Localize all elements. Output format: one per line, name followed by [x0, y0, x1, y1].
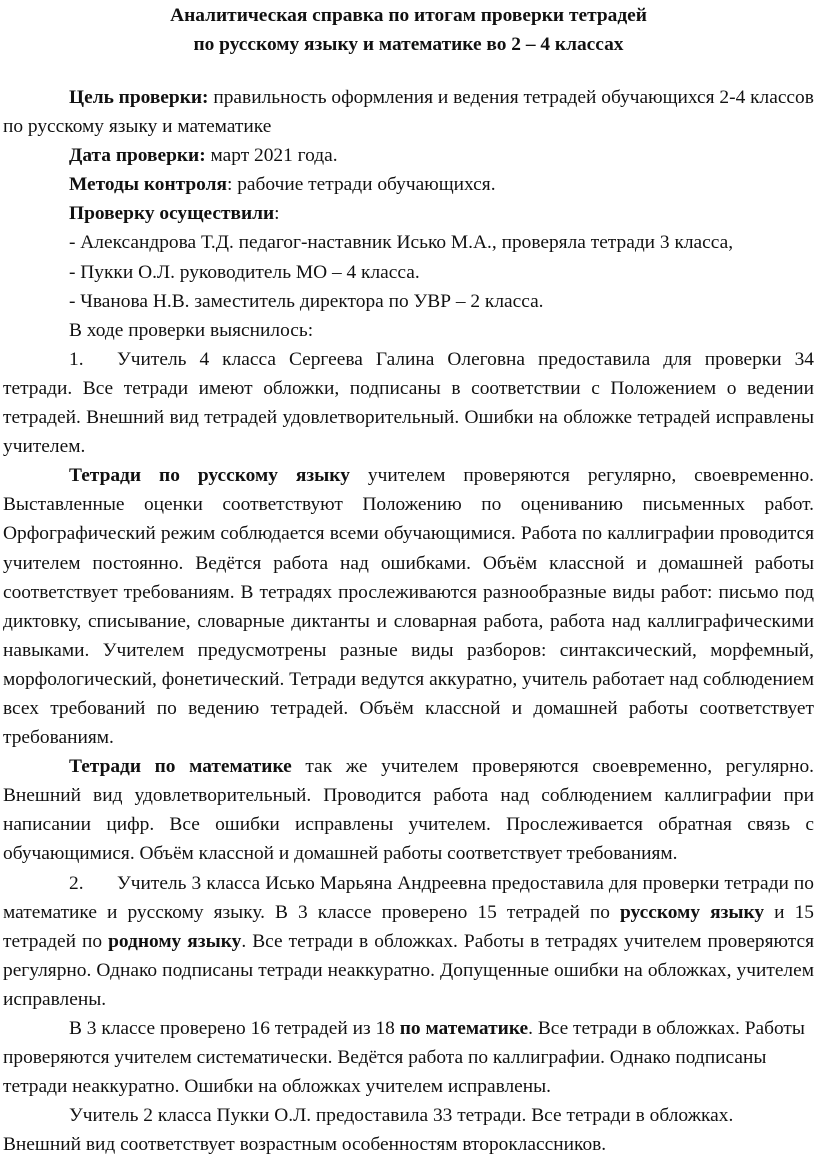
section-2-paragraph: [3, 869, 814, 1014]
checkers-paragraph: [3, 199, 814, 228]
section-1-intro: Учитель 4 класса Сергеева Галина Олеговна предоставила для проверки 34 тетради. Все тетради имеют обложки, подписаны в соответствии с Положением о ведении тетрадей. Внешний вид тетрадей удовлетворительный. Ошибки на обложке тетрадей исправлены учителем.: [3, 348, 814, 458]
section-1-intro-paragraph: [3, 345, 814, 461]
checkers-colon: :: [274, 203, 280, 225]
section-1-number: 1.: [69, 348, 84, 370]
section-2-bold-a: русскому языку: [620, 901, 765, 923]
section-2-number: 2.: [69, 872, 84, 894]
date-paragraph: [3, 141, 814, 170]
goal-paragraph: [3, 83, 814, 141]
math-label: Тетради по математике: [69, 756, 292, 778]
section-2-math-paragraph: [3, 1014, 814, 1101]
section-3-paragraph: Учитель 2 класса Пукки О.Л. предоставила 33 тетради. Все тетради в обложках. Внешний вид соответствует возрастным особенностям второклассников.: [3, 1105, 734, 1156]
title-line-2: по русскому языку и математике во 2 – 4 классах: [193, 34, 624, 55]
section-2-math-b: . Все тетради в обложках. Работы проверяются учителем систематически. Ведётся работа по каллиграфии. Однако подписаны тетради неаккуратно. Ошибки на обложках учителем исправлены.: [3, 1018, 805, 1098]
checker-item: - Чванова Н.В. заместитель директора по УВР – 2 класса.: [69, 290, 544, 312]
section-2-math-a: В 3 классе проверено 16 тетрадей из 18: [69, 1018, 400, 1039]
russian-label: Тетради по русскому языку: [69, 465, 350, 487]
section-2-text-a: Учитель 3 класса Исько Марьяна Андреевна предоставила для проверки тетради по математике и русскому языку. В 3 классе проверено 15 тетрадей по: [3, 872, 814, 923]
checker-item: - Александрова Т.Д. педагог-наставник Исько М.А., проверяла тетради 3 класса,: [69, 232, 734, 254]
methods-text: : рабочие тетради обучающихся.: [227, 174, 496, 196]
methods-label: Методы контроля: [69, 174, 227, 196]
document-title: [3, 0, 814, 59]
section-1-math-paragraph: [3, 752, 814, 868]
math-text: так же учителем проверяются своевременно, регулярно. Внешний вид удовлетворительный. Проводится работа над соблюдением каллиграфии при написании цифр. Все ошибки исправлены учителем. Прослеживается обратная связь с обучающимися. Объём классной и домашней работы соответствует требованиям.: [3, 756, 814, 865]
goal-label: Цель проверки:: [69, 87, 209, 108]
section-2-bold-b: родному языку: [108, 930, 242, 952]
checkers-label: Проверку осуществили: [69, 203, 275, 225]
findings-intro: В ходе проверки выяснилось:: [69, 319, 314, 341]
goal-text: правильность оформления и ведения тетрадей обучающихся 2-4 классов по русскому языку и математике: [3, 87, 814, 138]
section-2-math-bold: по математике: [399, 1018, 529, 1039]
section-2-text-b: и 15 тетрадей по: [3, 901, 814, 952]
date-text: март 2021 года.: [205, 145, 338, 167]
date-label: Дата проверки:: [69, 145, 206, 167]
russian-text: учителем проверяются регулярно, своевременно. Выставленные оценки соответствуют Положению по оцениванию письменных работ. Орфографический режим соблюдается всеми обучающимися. Работа по каллиграфии проводится учителем постоянно. Ведётся работа над ошибками. Объём классной и домашней работы соответствует требованиям. В тетрадях прослеживаются разнообразные виды работ: письмо под диктовку, списывание, словарные диктанты и словарная работа, работа над каллиграфическими навыками. Учителем предусмотрены разные виды разборов: синтаксический, морфемный, морфологический, фонетический. Тетради ведутся аккуратно, учитель работает над соблюдением всех требований по ведению тетрадей. Объём классной и домашней работы соответствует требованиям.: [3, 465, 814, 749]
checker-item: - Пукки О.Л. руководитель МО – 4 класса.: [69, 261, 420, 283]
methods-paragraph: [3, 170, 814, 199]
title-line-1: Аналитическая справка по итогам проверки тетрадей: [170, 5, 647, 26]
section-1-russian-paragraph: [3, 461, 814, 752]
section-2-text-c: . Все тетради в обложках. Работы в тетрадях учителем проверяются регулярно. Однако подписаны тетради неаккуратно. Допущенные ошибки на обложках, учителем исправлены.: [3, 930, 815, 1010]
